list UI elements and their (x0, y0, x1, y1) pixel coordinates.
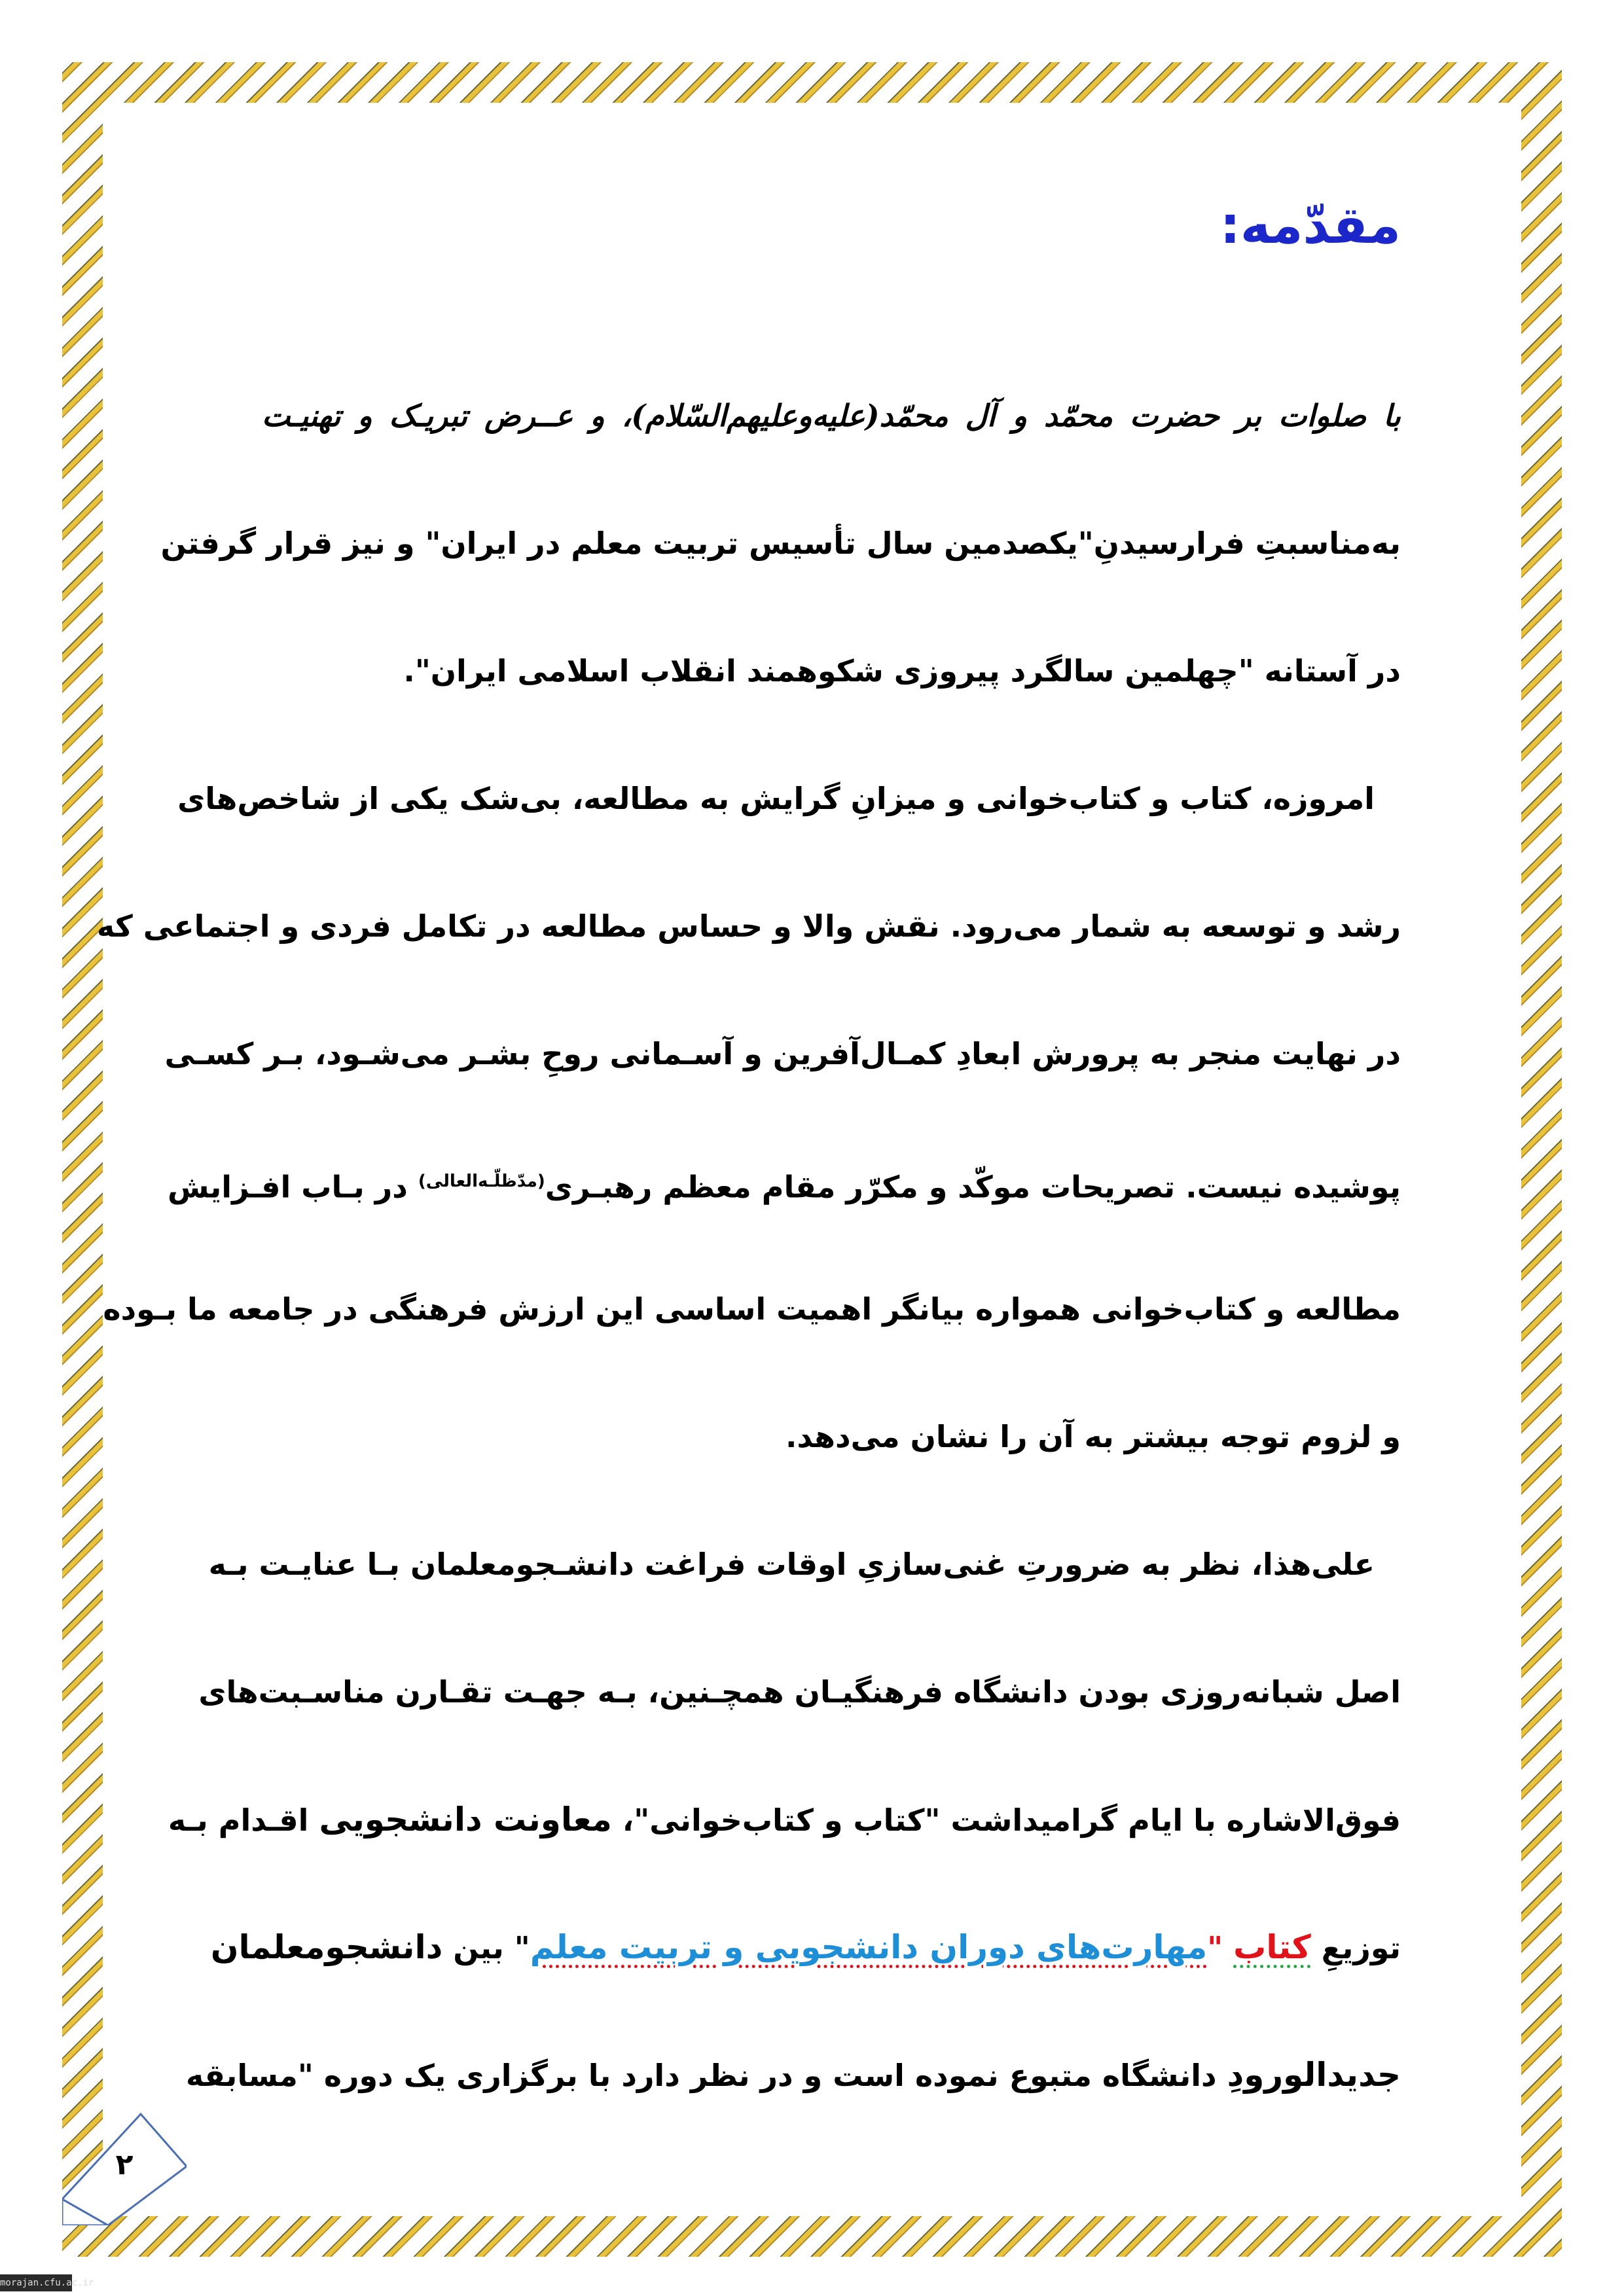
honorific-superscript: (مدّظلّـه‌العالی) (418, 1172, 545, 1191)
text-run: اقـدام بـه (168, 1803, 319, 1838)
paragraph-line: با صلوات بر حضرت محمّد و آل محمّد(علیه‌وعلیهم‌السّلام)، و عــرض تبریـک و تهنیـت (262, 398, 1401, 433)
paragraph-line (168, 1158, 1401, 1210)
paragraph-line: اصل شبانه‌روزی بودن دانشگاه فرهنگیـان همچـنین، بـه جهـت تقـارن مناسـبت‌های (198, 1674, 1401, 1710)
paragraph-line: رشد و توسعه به شمار می‌رود. نقش والا و حساس مطالعه در تکامل فردی و اجتماعی که (97, 908, 1401, 944)
paragraph-line: در نهایت منجر به پرورش ابعادِ کمـال‌آفرین و آسـمانی روحِ بشـر می‌شـود، بـر کسـی (164, 1036, 1401, 1071)
highlight-text: دانشجومعلمان (210, 1928, 443, 1966)
paragraph-line: علی‌هذا، نظر به ضرورتِ غنی‌سازیِ اوقات فراغت دانشـجومعلمان بـا عنایـت بـه (208, 1547, 1375, 1582)
book-title: مهارت‌های دوران دانشجویی و تربیت معلم (530, 1928, 1208, 1966)
text-run: در بـاب افـزایش (168, 1169, 418, 1205)
text-run: پوشیده نیست. تصریحات موکّد و مکرّر مقام معظم رهبـری (545, 1169, 1401, 1205)
paragraph-line: به‌مناسبتِ فرارسیدنِ"یکصدمین سال تأسیس تربیت معلم در ایران" و نیز قرار گرفتن (160, 526, 1401, 561)
text-run: فوق‌الاشاره با ایام گرامیداشت "کتاب و کتاب‌خوانی"، (611, 1803, 1401, 1838)
footer-tag: morajan.cfu.ac.ir (0, 2274, 72, 2291)
text-run: توزیعِ (1310, 1930, 1401, 1965)
paragraph-line (168, 1797, 1401, 1843)
text-run: دانشگاه متبوع نموده است و در نظر دارد با برگزاری یک دوره "مسابقه (186, 2058, 1227, 2093)
book-word: کتاب (1233, 1928, 1311, 1966)
highlight-text: معاونت دانشجویی (319, 1801, 612, 1839)
text-run: " بین (442, 1930, 530, 1965)
document-page (97, 177, 1401, 2114)
page-number: ۲ (115, 2148, 134, 2181)
paragraph-line: امروزه، کتاب و کتاب‌خوانی و میزانِ گرایش به مطالعه، بی‌شک یکی از شاخص‌های (177, 781, 1375, 816)
paragraph-line: و لزوم توجه بیشتر به آن را نشان می‌دهد. (785, 1419, 1401, 1454)
paragraph-line: مطالعه و کتاب‌خوانی همواره بیانگر اهمیت اساسی این ارزش فرهنگی در جامعه ما بـوده (103, 1291, 1401, 1327)
paragraph-line: در آستانه "چهلمین سالگرد پیروزی شکوهمند انقلاب اسلامی ایران". (403, 653, 1401, 689)
highlight-text: جدیدالورودِ (1227, 2056, 1401, 2094)
paragraph-line (210, 1924, 1401, 1971)
page-title: مقدّمه: (1219, 196, 1401, 255)
quote-mark: " (1207, 1930, 1234, 1965)
paragraph-line (186, 2052, 1401, 2098)
